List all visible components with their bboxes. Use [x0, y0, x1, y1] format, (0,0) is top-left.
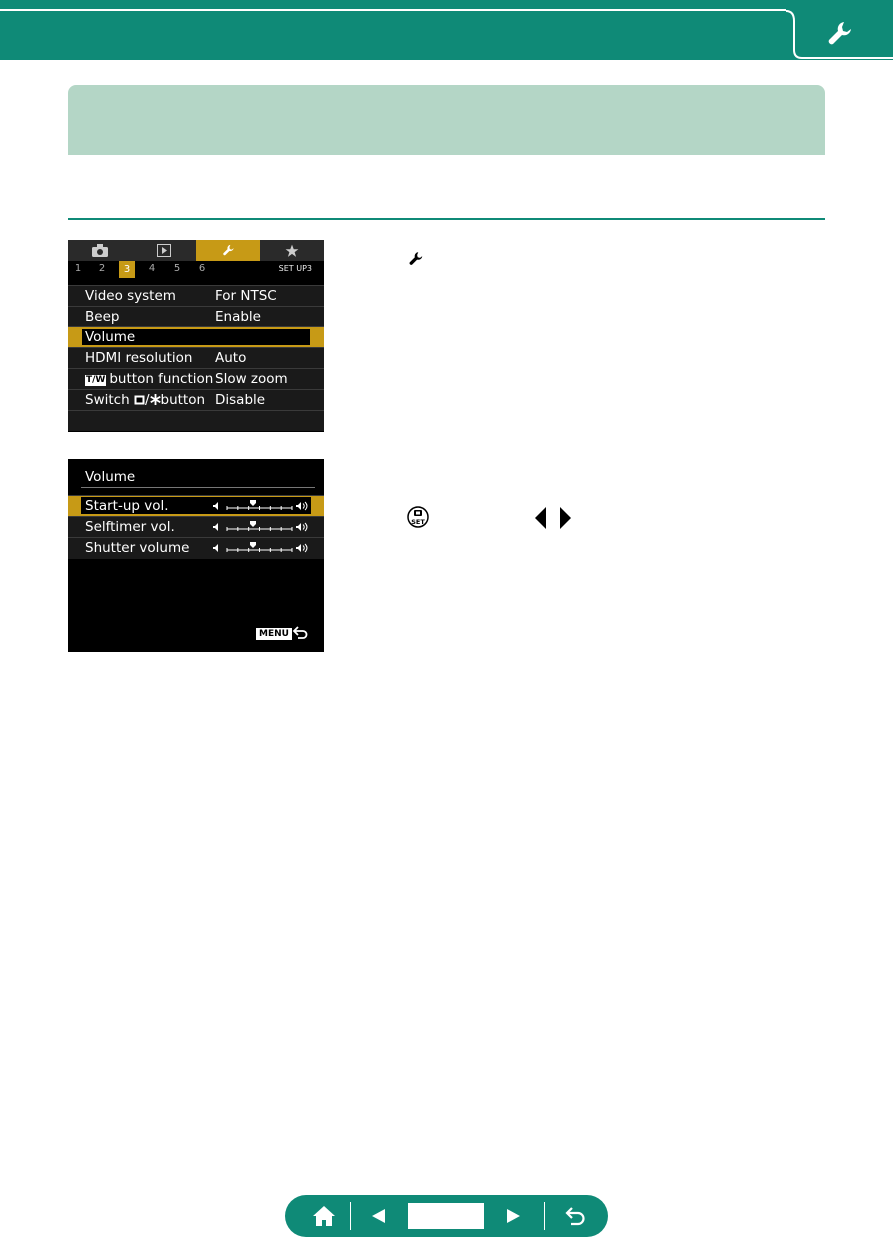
bottom-nav [285, 1195, 608, 1237]
menu-item-switch-button[interactable] [68, 389, 324, 410]
menu-item-label-wrap [85, 369, 213, 389]
title-divider [81, 487, 315, 488]
af-frame-icon [134, 395, 145, 405]
camera-screen-volume [68, 459, 324, 652]
menu-item-label-wrap: Switch / button [85, 392, 206, 408]
volume-row-label: Shutter volume [85, 540, 190, 556]
menu-item-label: HDMI resolution [85, 350, 193, 366]
triangle-right-icon [505, 1208, 521, 1224]
menu-item-label: Video system [85, 288, 176, 304]
volume-slider[interactable] [212, 542, 310, 554]
menu-item-hdmi-resolution[interactable] [68, 347, 324, 368]
sound-wave-icon [303, 502, 307, 510]
menu-item-value: Slow zoom [215, 371, 288, 387]
back-button[interactable] [555, 1195, 595, 1237]
menu-tab-bar [68, 240, 324, 261]
page-number[interactable]: 2 [98, 263, 106, 274]
sound-wave-icon [303, 523, 307, 531]
page-number[interactable]: 4 [148, 263, 156, 274]
menu-item-label: button function [109, 371, 214, 387]
play-icon [157, 244, 171, 257]
speaker-high-icon [296, 502, 301, 510]
menu-item-video-system[interactable] [68, 285, 324, 306]
nav-separator [350, 1202, 351, 1230]
speaker-high-icon [296, 523, 301, 531]
back-arrow-icon [563, 1205, 587, 1227]
page-number-box [408, 1203, 484, 1229]
volume-row-label: Start-up vol. [85, 498, 169, 514]
tab-setup[interactable] [196, 240, 260, 261]
section-header [68, 85, 825, 155]
menu-item-value: For NTSC [215, 288, 277, 304]
menu-button-icon[interactable]: MENU [256, 628, 292, 640]
menu-item-label: Beep [85, 309, 120, 325]
menu-item-tw-button-function[interactable] [68, 368, 324, 389]
screen-title: Volume [85, 469, 136, 485]
volume-row-selftimer[interactable] [68, 516, 324, 538]
menu-item-beep[interactable] [68, 306, 324, 327]
section-divider [68, 218, 825, 220]
menu-item-volume[interactable] [68, 326, 324, 347]
page-label: SET UP3 [278, 264, 312, 273]
page-number[interactable]: 6 [198, 263, 206, 274]
menu-item-value: Disable [215, 392, 266, 408]
page-number[interactable]: 5 [173, 263, 181, 274]
left-right-arrows-icon [534, 506, 572, 530]
home-icon [312, 1205, 336, 1227]
sound-wave-icon [303, 544, 307, 552]
set-button-icon [407, 506, 429, 528]
wrench-icon [222, 244, 235, 257]
top-bar-line [0, 9, 786, 11]
tab-shooting[interactable] [68, 240, 132, 261]
tab-my-menu[interactable] [260, 240, 324, 261]
menu-item-label: button [160, 392, 206, 408]
speaker-high-icon [296, 544, 301, 552]
menu-item-label: Volume [85, 329, 136, 345]
speaker-low-icon [213, 523, 218, 531]
menu-item-label: Switch [85, 392, 130, 408]
volume-slider[interactable] [212, 521, 310, 533]
nav-separator [544, 1202, 545, 1230]
tw-button-icon: T/W [86, 375, 106, 385]
page-number[interactable]: 1 [74, 263, 82, 274]
triangle-left-icon [371, 1208, 387, 1224]
menu-item-empty [68, 410, 324, 431]
menu-item-value: Enable [215, 309, 261, 325]
page-number-active[interactable]: 3 [119, 261, 135, 278]
home-button[interactable] [303, 1195, 345, 1237]
back-arrow-icon [292, 625, 308, 641]
svg-text:SET: SET [411, 518, 425, 526]
wrench-icon [408, 250, 424, 268]
volume-row-shutter[interactable] [68, 537, 324, 559]
next-page-button[interactable] [497, 1195, 529, 1237]
slider-marker [250, 542, 256, 548]
camera-screen-setup-menu [68, 240, 324, 432]
star-icon [285, 244, 299, 258]
speaker-low-icon [213, 544, 218, 552]
camera-icon [92, 244, 108, 257]
menu-item-value: Auto [215, 350, 247, 366]
previous-page-button[interactable] [363, 1195, 395, 1237]
top-bar [0, 0, 893, 60]
slider-marker [250, 500, 256, 506]
menu-page-numbers [68, 261, 324, 278]
volume-row-label: Selftimer vol. [85, 519, 175, 535]
wrench-icon [826, 20, 854, 48]
asterisk-icon [150, 394, 161, 405]
speaker-low-icon [213, 502, 218, 510]
volume-slider[interactable] [212, 500, 310, 512]
volume-row-start-up[interactable] [68, 495, 324, 517]
section-description [68, 172, 825, 198]
slider-marker [250, 521, 256, 527]
tab-playback[interactable] [132, 240, 196, 261]
